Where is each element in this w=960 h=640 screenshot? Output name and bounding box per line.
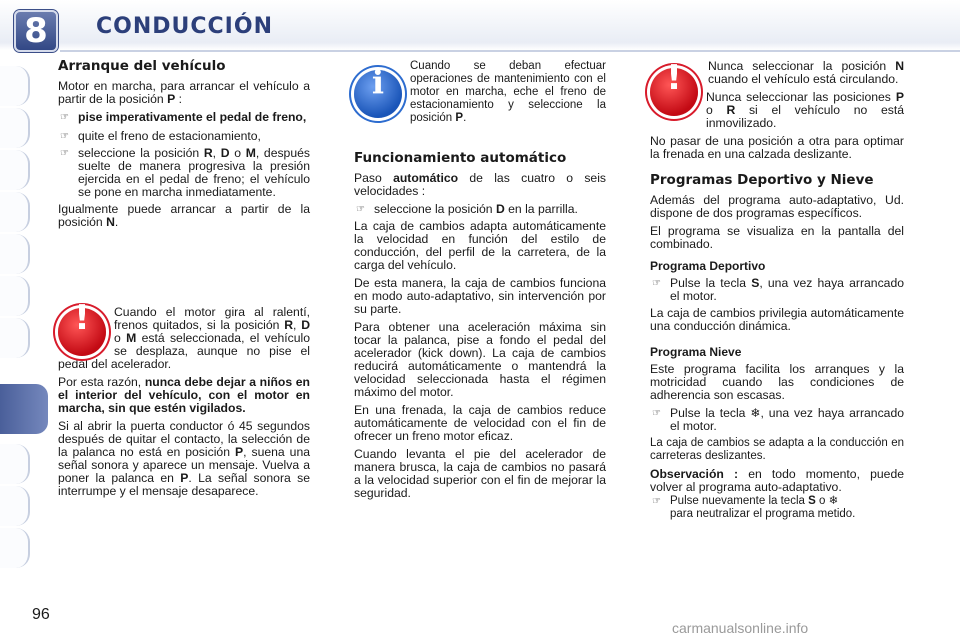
warning-text: Nunca seleccionar las posiciones P o R si el vehículo no está inmovilizado. bbox=[706, 90, 904, 130]
chapter-tab[interactable] bbox=[0, 192, 30, 232]
subsection-heading: Programa Nieve bbox=[650, 345, 742, 359]
chapter-badge: 8 bbox=[14, 10, 58, 52]
page-number: 96 bbox=[32, 606, 50, 623]
pointing-hand-icon: ☞ bbox=[60, 131, 69, 142]
chapter-tab-active[interactable] bbox=[0, 384, 48, 434]
snowflake-icon: ❄ bbox=[828, 495, 839, 507]
chapter-tab[interactable] bbox=[0, 276, 30, 316]
paragraph: El programa se visualiza en la pantalla del combinado. bbox=[650, 224, 904, 251]
chapter-tabs bbox=[0, 66, 30, 576]
bullet-item: ☞ quite el freno de estacionamiento, bbox=[60, 129, 261, 143]
chapter-tab[interactable] bbox=[0, 108, 30, 148]
pointing-hand-icon: ☞ bbox=[356, 204, 365, 215]
chapter-tab[interactable] bbox=[0, 66, 30, 106]
warning-text: Nunca seleccionar la posición N cuando el vehículo está circulando. bbox=[708, 59, 904, 86]
warning-icon bbox=[650, 68, 698, 116]
page-title: CONDUCCIÓN bbox=[96, 14, 273, 39]
pointing-hand-icon: ☞ bbox=[652, 408, 661, 419]
section-heading: Arranque del vehículo bbox=[58, 58, 226, 74]
chapter-tab[interactable] bbox=[0, 318, 30, 358]
paragraph: En una frenada, la caja de cambios reduce automáticamente de velocidad con el fin de ofrecer un freno motor eficaz. bbox=[354, 403, 606, 443]
section-heading: Funcionamiento automático bbox=[354, 150, 567, 166]
chapter-tab[interactable] bbox=[0, 528, 30, 568]
paragraph: La caja de cambios privilegia automáticamente una conducción dinámica. bbox=[650, 306, 904, 333]
pointing-hand-icon: ☞ bbox=[652, 278, 661, 289]
bullet-item: ☞ seleccione la posición D en la parrilla. bbox=[356, 202, 578, 216]
paragraph: Observación : en todo momento, puede volver al programa auto-adaptativo. bbox=[650, 467, 904, 494]
paragraph: Paso automático de las cuatro o seis velocidades : bbox=[354, 171, 607, 198]
paragraph: Motor en marcha, para arrancar el vehículo a partir de la posición P : bbox=[58, 79, 310, 106]
bullet-item: ☞ Pulse la tecla ❄, una vez haya arrancado el motor. bbox=[652, 406, 905, 433]
column-3 bbox=[650, 60, 904, 525]
pointing-hand-icon: ☞ bbox=[60, 148, 69, 159]
bullet-item: ☞ Pulse nuevamente la tecla S o ❄ para neutralizar el programa metido. bbox=[652, 495, 856, 520]
watermark: carmanualsonline.info bbox=[672, 620, 809, 636]
chapter-tab[interactable] bbox=[0, 150, 30, 190]
paragraph: La caja de cambios se adapta a la conducción en carreteras deslizantes. bbox=[650, 437, 904, 462]
chapter-tab[interactable] bbox=[0, 486, 30, 526]
paragraph: Igualmente puede arrancar a partir de la posición N. bbox=[58, 202, 310, 229]
bullet-item: ☞ Pulse la tecla S, una vez haya arrancado el motor. bbox=[652, 276, 905, 303]
pointing-hand-icon: ☞ bbox=[652, 496, 661, 507]
warning-icon bbox=[58, 308, 106, 356]
pointing-hand-icon: ☞ bbox=[60, 112, 69, 123]
bullet-item: ☞ pise imperativamente el pedal de freno, bbox=[60, 110, 307, 124]
chapter-tab[interactable] bbox=[0, 444, 30, 484]
paragraph: Si al abrir la puerta conductor ó 45 segundos después de quitar el contacto, la selección de la palanca no está en posición P, suena una señal sonora y aparece un mensaje. Vuelva a poner la palanca en P. La señal sonora se interrumpe y el mensaje desaparece. bbox=[58, 419, 311, 498]
paragraph: Por esta razón, nunca debe dejar a niños en el interior del vehículo, con el motor en marcha, sin que estén vigilados. bbox=[58, 375, 310, 415]
section-heading: Programas Deportivo y Nieve bbox=[650, 172, 874, 188]
paragraph: Cuando levanta el pie del acelerador de manera brusca, la caja de cambios no pasará a la velocidad superior con el fin de mejorar la seguridad. bbox=[354, 447, 606, 500]
subsection-heading: Programa Deportivo bbox=[650, 259, 766, 273]
paragraph: Además del programa auto-adaptativo, Ud. dispone de dos programas específicos. bbox=[650, 193, 904, 220]
paragraph: La caja de cambios adapta automáticamente la velocidad en función del estilo de conducción, del perfil de la carretera, de la carga del vehículo. bbox=[354, 219, 606, 272]
column-1 bbox=[58, 60, 310, 503]
info-text: Cuando se deban efectuar operaciones de mantenimiento con el motor en marcha, eche el freno de estacionamiento y seleccione la posición P. bbox=[410, 60, 606, 124]
warning-text: Cuando el motor gira al ralentí, frenos quitados, si la posición R, D o M está seleccionada, el vehículo se desplaza, aunque no pise el pedal del acelerador. bbox=[58, 305, 310, 371]
header-rule bbox=[60, 50, 960, 52]
snowflake-icon: ❄ bbox=[750, 406, 761, 420]
paragraph: De esta manera, la caja de cambios funciona en modo auto-adaptativo, sin intervención por su parte. bbox=[354, 276, 606, 316]
bullet-item: ☞ seleccione la posición R, D o M, después suelte de manera progresiva la presión ejercida en el pedal de freno; el vehículo se pone en marcha inmediatamente. bbox=[60, 146, 310, 199]
paragraph: Este programa facilita los arranques y la motricidad cuando las condiciones de adherencia son escasas. bbox=[650, 362, 904, 402]
paragraph: Para obtener una aceleración máxima sin tocar la palanca, pise a fondo el pedal del acelerador (kick down). La caja de cambios reducirá automáticamente o mantendrá la velocidad seleccionada hasta el régimen máximo del motor. bbox=[354, 320, 606, 399]
column-2 bbox=[354, 60, 606, 505]
info-icon bbox=[354, 70, 402, 118]
paragraph: No pasar de una posición a otra para optimar la frenada en una calzada deslizante. bbox=[650, 134, 904, 161]
chapter-tab[interactable] bbox=[0, 234, 30, 274]
